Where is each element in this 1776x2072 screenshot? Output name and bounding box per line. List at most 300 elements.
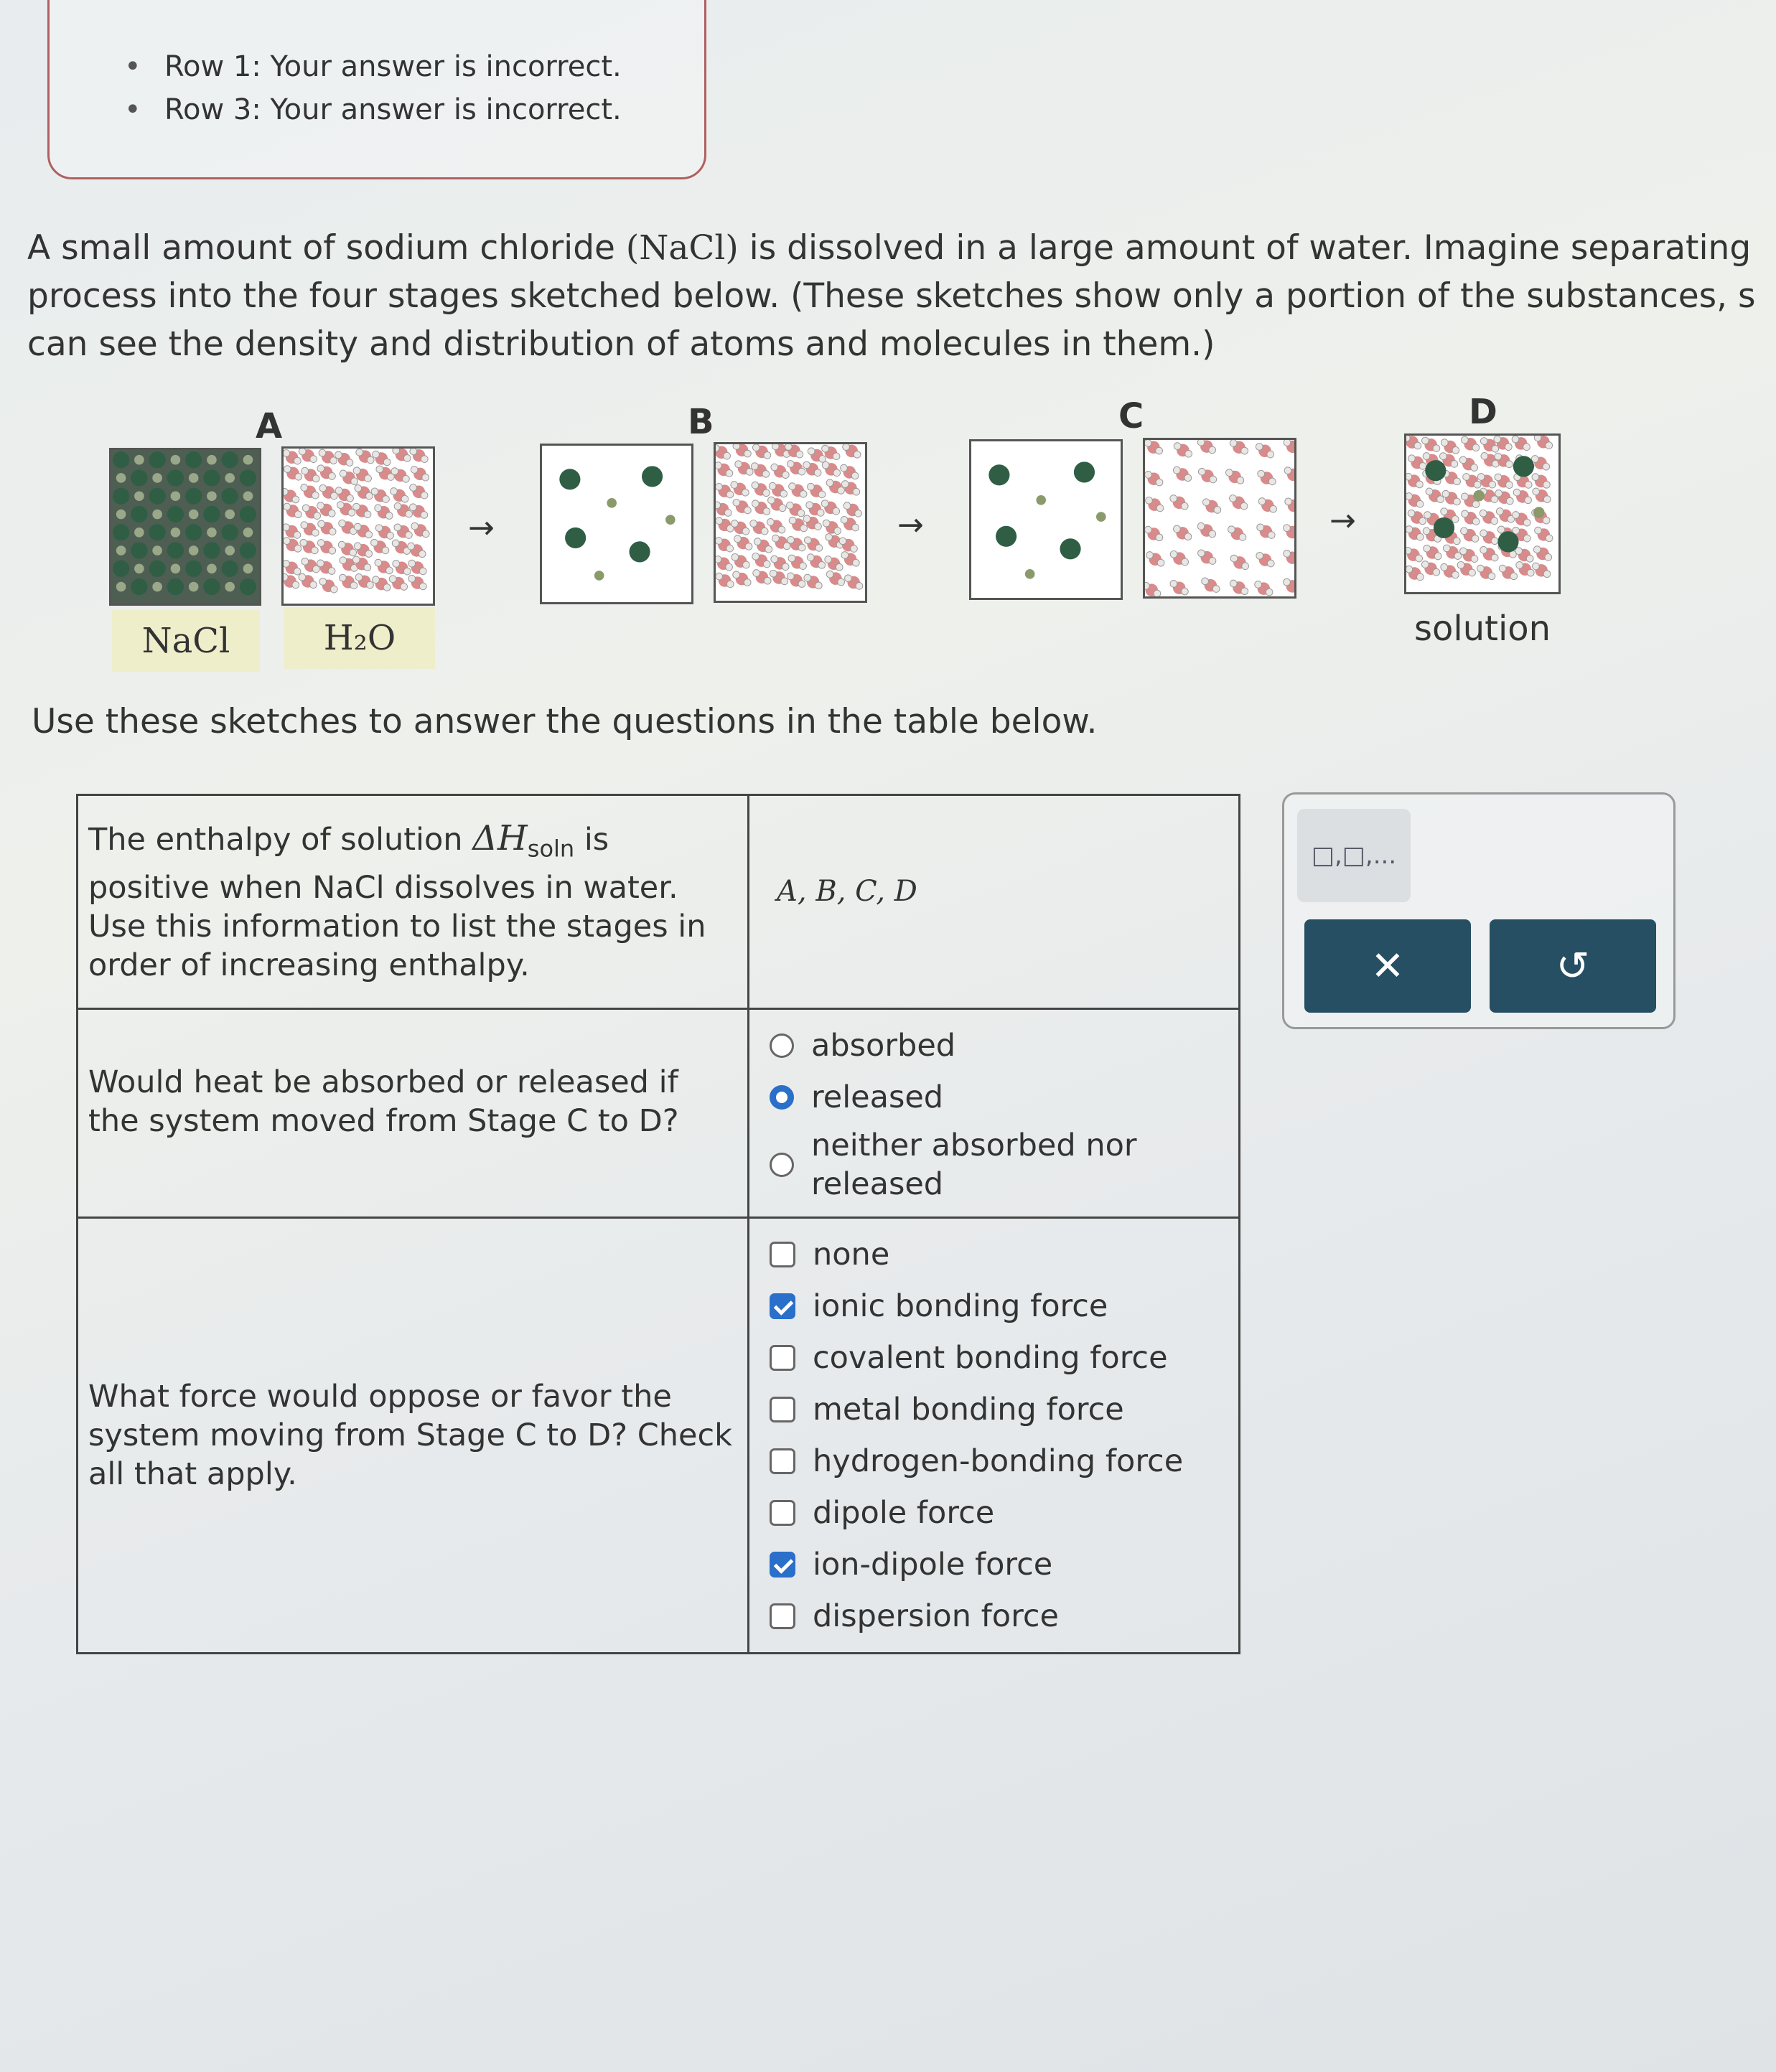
water-hydrogen xyxy=(752,444,760,451)
chloride-ion xyxy=(207,455,217,465)
water-hydrogen xyxy=(1426,488,1433,495)
water-hydrogen xyxy=(294,568,301,575)
sodium-ion xyxy=(240,469,256,486)
water-hydrogen xyxy=(1452,446,1459,454)
water-hydrogen xyxy=(788,555,795,562)
water-hydrogen xyxy=(716,556,721,563)
water-hydrogen xyxy=(1416,481,1424,488)
undo-icon: ↺ xyxy=(1556,943,1590,988)
sodium-ion xyxy=(131,542,147,558)
water-hydrogen xyxy=(735,461,742,468)
water-hydrogen xyxy=(387,533,394,540)
chloride-ion xyxy=(189,582,199,592)
water-hydrogen xyxy=(302,505,309,512)
water-hydrogen xyxy=(382,547,389,554)
option-none[interactable] xyxy=(770,1229,1218,1280)
water-hydrogen xyxy=(1239,534,1246,541)
intro-text: is dissolved in a large amount of water. Imagine separating xyxy=(738,228,1752,268)
water-hydrogen xyxy=(1266,589,1273,596)
water-hydrogen xyxy=(1452,571,1459,578)
water-hydrogen xyxy=(1416,555,1423,562)
water-hydrogen xyxy=(1182,588,1189,595)
question-text-part: The enthalpy of solution xyxy=(88,822,473,858)
water-hydrogen xyxy=(800,490,807,497)
chloride-ion xyxy=(116,582,126,592)
water-hydrogen xyxy=(355,573,363,581)
checkbox[interactable] xyxy=(770,1345,795,1371)
water-molecules xyxy=(716,444,865,601)
water-hydrogen xyxy=(1457,561,1464,568)
checkbox-checked[interactable] xyxy=(770,1552,795,1578)
water-hydrogen xyxy=(1515,548,1523,555)
water-hydrogen xyxy=(1145,526,1151,533)
water-hydrogen xyxy=(746,469,753,476)
water-hydrogen xyxy=(1157,559,1164,566)
water-hydrogen xyxy=(365,550,373,558)
answer-cell[interactable] xyxy=(749,795,1240,1009)
water-hydrogen xyxy=(1267,560,1274,567)
water-hydrogen xyxy=(764,577,771,584)
water-hydrogen xyxy=(1156,479,1163,486)
water-hydrogen xyxy=(1146,552,1154,559)
water-hydrogen xyxy=(408,560,416,567)
sodium-ion xyxy=(185,488,202,505)
water-hydrogen xyxy=(1513,512,1520,519)
water-hydrogen xyxy=(750,520,757,528)
intro-paragraph xyxy=(27,224,1772,368)
water-hydrogen xyxy=(375,559,382,566)
question-text-part: is positive when NaCl dissolves in water. Use this information to list the stages in order of increasing enthalpy. xyxy=(88,822,706,983)
water-hydrogen xyxy=(762,470,770,477)
water-hydrogen xyxy=(367,456,374,464)
water-hydrogen xyxy=(1202,578,1209,585)
water-hydrogen xyxy=(317,540,324,547)
water-hydrogen xyxy=(1534,436,1541,441)
water-hydrogen xyxy=(815,582,822,589)
water-hydrogen xyxy=(761,528,768,535)
water-hydrogen xyxy=(1241,588,1248,595)
water-hydrogen xyxy=(823,520,830,527)
water-hydrogen xyxy=(841,481,849,488)
water-hydrogen xyxy=(1510,573,1518,580)
water-hydrogen xyxy=(1532,474,1539,481)
water-hydrogen xyxy=(1472,501,1480,508)
water-hydrogen xyxy=(1480,546,1487,553)
water-hydrogen xyxy=(1284,578,1291,586)
water-hydrogen xyxy=(408,543,415,550)
water-hydrogen xyxy=(1513,489,1520,496)
option-absorbed[interactable] xyxy=(770,1020,1218,1072)
chloride-ion xyxy=(152,510,162,520)
water-hydrogen xyxy=(716,538,722,545)
answer-cell xyxy=(749,1008,1240,1217)
water-hydrogen xyxy=(1210,476,1217,483)
water-hydrogen xyxy=(716,483,722,490)
water-hydrogen xyxy=(314,512,321,520)
water-hydrogen xyxy=(819,456,826,463)
water-hydrogen xyxy=(385,512,393,520)
water-hydrogen xyxy=(853,488,860,495)
water-hydrogen xyxy=(1462,510,1469,517)
solution-sketch xyxy=(1404,433,1561,594)
sodium-ion xyxy=(113,488,129,505)
water-hydrogen xyxy=(350,549,357,556)
water-hydrogen xyxy=(375,525,383,532)
water-hydrogen xyxy=(313,566,320,573)
water-hydrogen xyxy=(1462,436,1469,444)
water-hydrogen xyxy=(354,523,361,530)
table-row xyxy=(78,795,1240,1009)
radio-button[interactable] xyxy=(770,1033,794,1058)
water-hydrogen xyxy=(403,568,411,575)
chloride-ion xyxy=(134,564,144,574)
water-hydrogen xyxy=(796,451,803,458)
sodium-ion xyxy=(240,542,256,558)
water-hydrogen xyxy=(808,448,815,455)
water-hydrogen xyxy=(1268,532,1275,539)
undo-button[interactable] xyxy=(1490,919,1656,1013)
water-hydrogen xyxy=(1145,440,1151,446)
water-hydrogen xyxy=(364,511,371,518)
sodium-ion xyxy=(240,506,256,522)
water-hydrogen xyxy=(1209,530,1216,538)
option-dispersion[interactable] xyxy=(770,1590,1218,1642)
water-hydrogen xyxy=(803,515,810,522)
water-hydrogen xyxy=(726,545,734,552)
water-hydrogen xyxy=(1546,535,1553,542)
water-hydrogen xyxy=(375,505,382,512)
option-label: released xyxy=(811,1079,944,1115)
water-hydrogen xyxy=(1419,463,1426,470)
water-hydrogen xyxy=(393,449,400,454)
radio-group xyxy=(749,1010,1238,1217)
arrow-icon: → xyxy=(468,510,495,546)
chloride-ion xyxy=(189,510,199,520)
water-hydrogen xyxy=(355,484,362,492)
water-hydrogen xyxy=(373,576,380,583)
sodium-ion xyxy=(240,578,256,595)
water-hydrogen xyxy=(1526,555,1533,562)
water-hydrogen xyxy=(411,522,419,530)
water-hydrogen xyxy=(731,482,738,489)
water-hydrogen xyxy=(340,470,347,477)
option-dipole[interactable] xyxy=(770,1487,1218,1539)
water-hydrogen xyxy=(798,510,805,517)
option-metal-bonding[interactable] xyxy=(770,1384,1218,1435)
water-hydrogen xyxy=(365,475,372,482)
water-hydrogen xyxy=(352,556,360,563)
water-hydrogen xyxy=(319,578,327,586)
water-hydrogen xyxy=(780,490,787,497)
water-hydrogen xyxy=(1506,482,1513,489)
sodium-ion xyxy=(167,506,184,522)
water-hydrogen xyxy=(1474,481,1481,488)
water-hydrogen xyxy=(733,499,740,506)
water-hydrogen xyxy=(1258,470,1265,477)
water-hydrogen xyxy=(410,484,417,492)
option-label: neither absorbed nor released xyxy=(811,1127,1137,1202)
option-covalent-bonding[interactable] xyxy=(770,1332,1218,1384)
water-hydrogen xyxy=(1441,563,1448,571)
water-hydrogen xyxy=(1170,495,1177,502)
water-hydrogen xyxy=(1477,565,1485,572)
water-hydrogen xyxy=(310,456,317,463)
water-hydrogen xyxy=(855,510,862,517)
water-hydrogen xyxy=(1480,510,1487,517)
order-answer-input[interactable]: A, B, C, D xyxy=(777,875,917,908)
question-text: Would heat be absorbed or released if the system moved from Stage C to D? xyxy=(88,1064,679,1139)
separated-ions xyxy=(971,441,1121,598)
feedback-list xyxy=(164,45,622,131)
water-hydrogen xyxy=(329,547,336,554)
option-hydrogen-bonding[interactable] xyxy=(770,1435,1218,1487)
option-released[interactable] xyxy=(770,1072,1218,1123)
water-hydrogen xyxy=(1285,498,1292,505)
water-hydrogen xyxy=(800,525,808,532)
water-hydrogen xyxy=(1156,447,1163,454)
water-hydrogen xyxy=(340,574,347,581)
chloride-ion xyxy=(243,528,253,538)
water-hydrogen xyxy=(786,502,793,509)
water-hydrogen xyxy=(1452,516,1459,523)
chloride-ion xyxy=(152,582,162,592)
water-hydrogen xyxy=(1181,502,1188,510)
water-hydrogen xyxy=(826,571,833,578)
water-hydrogen xyxy=(763,561,770,568)
water-hydrogen xyxy=(1417,533,1424,540)
sodium-ion xyxy=(185,524,202,540)
water-hydrogen xyxy=(1406,473,1412,480)
water-hydrogen xyxy=(782,472,789,479)
water-hydrogen xyxy=(335,487,342,494)
water-hydrogen xyxy=(284,466,291,473)
water-hydrogen xyxy=(1527,569,1534,576)
water-hydrogen xyxy=(851,545,858,553)
checkbox[interactable] xyxy=(770,1603,795,1629)
water-sketch-c xyxy=(1143,438,1296,599)
water-hydrogen xyxy=(1451,460,1458,467)
water-hydrogen xyxy=(732,520,739,528)
radio-button[interactable] xyxy=(770,1153,794,1177)
water-hydrogen xyxy=(818,561,826,568)
water-hydrogen xyxy=(851,472,859,479)
water-hydrogen xyxy=(763,489,770,497)
water-hydrogen xyxy=(1506,461,1513,468)
checkbox-checked[interactable] xyxy=(770,1293,795,1319)
list-template-button[interactable]: □,□,... xyxy=(1297,809,1411,902)
water-hydrogen xyxy=(300,539,307,546)
water-hydrogen xyxy=(726,563,733,571)
water-hydrogen xyxy=(744,450,752,457)
water-hydrogen xyxy=(836,563,843,571)
water-hydrogen xyxy=(826,534,833,541)
water-hydrogen xyxy=(406,532,413,539)
water-hydrogen xyxy=(817,510,824,517)
water-hydrogen xyxy=(1533,488,1540,495)
water-hydrogen xyxy=(1471,555,1478,563)
question-table xyxy=(76,794,1240,1654)
water-hydrogen xyxy=(373,451,380,458)
water-hydrogen xyxy=(312,475,319,482)
feedback-item: • Row 3: Your answer is incorrect. xyxy=(164,88,622,131)
water-hydrogen xyxy=(734,535,742,543)
sodium-ion xyxy=(203,469,220,486)
water-hydrogen xyxy=(1408,455,1416,462)
water-hydrogen xyxy=(724,510,732,517)
water-hydrogen xyxy=(852,524,859,531)
water-hydrogen xyxy=(1523,535,1530,542)
water-hydrogen xyxy=(330,586,337,593)
nacl-lattice xyxy=(111,450,259,604)
chloride-ion xyxy=(207,528,217,538)
water-hydrogen xyxy=(726,581,734,588)
water-hydrogen xyxy=(1523,444,1530,451)
water-hydrogen xyxy=(1491,496,1498,503)
question-text: What force would oppose or favor the system moving from Stage C to D? Check all that apply. xyxy=(88,1378,732,1492)
checkbox[interactable] xyxy=(770,1397,795,1422)
water-hydrogen xyxy=(1533,563,1540,570)
water-hydrogen xyxy=(1496,508,1503,515)
water-hydrogen xyxy=(1546,442,1553,449)
water-hydrogen xyxy=(294,531,301,538)
water-hydrogen xyxy=(1421,561,1429,568)
water-hydrogen xyxy=(1414,442,1421,449)
water-hydrogen xyxy=(1209,446,1216,454)
feedback-item: • Row 1: Your answer is incorrect. xyxy=(164,45,622,88)
chloride-ion xyxy=(243,564,253,574)
answer-cell xyxy=(749,1217,1240,1653)
chloride-ion xyxy=(225,582,235,592)
water-hydrogen xyxy=(284,450,290,457)
water-hydrogen xyxy=(421,456,428,463)
water-hydrogen xyxy=(779,505,786,512)
checkbox[interactable] xyxy=(770,1242,795,1267)
water-hydrogen xyxy=(765,545,772,553)
sodium-ion xyxy=(131,469,147,486)
water-hydrogen xyxy=(789,483,796,490)
water-hydrogen xyxy=(841,464,848,472)
sodium-ion xyxy=(203,506,220,522)
water-hydrogen xyxy=(299,573,306,581)
sodium-ion xyxy=(113,524,129,540)
water-hydrogen xyxy=(408,575,416,582)
chloride-ion xyxy=(134,455,144,465)
water-hydrogen xyxy=(769,482,776,489)
water-hydrogen xyxy=(1512,436,1519,443)
sodium-ion xyxy=(222,451,238,468)
water-hydrogen xyxy=(317,502,324,510)
water-hydrogen xyxy=(1237,477,1244,484)
water-hydrogen xyxy=(1543,517,1550,524)
water-hydrogen xyxy=(716,462,721,469)
sodium-ion xyxy=(203,578,220,595)
chloride-ion xyxy=(243,491,253,501)
water-hydrogen xyxy=(1423,528,1430,535)
water-hydrogen xyxy=(1202,499,1210,506)
water-hydrogen xyxy=(1545,553,1552,561)
water-hydrogen xyxy=(1423,453,1430,460)
water-hydrogen xyxy=(778,526,785,533)
water-hydrogen xyxy=(1469,569,1476,576)
water-hydrogen xyxy=(754,538,761,545)
water-hydrogen xyxy=(1284,550,1291,557)
option-ion-dipole[interactable] xyxy=(770,1539,1218,1590)
intro-text: can see the density and distribution of atoms and molecules in them.) xyxy=(27,324,1215,364)
sodium-ion xyxy=(167,542,184,558)
water-hydrogen xyxy=(419,550,426,558)
separated-ions xyxy=(542,446,691,602)
chloride-ion xyxy=(116,473,126,483)
h2o-label: H₂O xyxy=(284,607,435,669)
water-hydrogen xyxy=(329,528,336,535)
water-hydrogen xyxy=(1230,495,1237,502)
water-hydrogen xyxy=(338,541,345,548)
option-neither[interactable] xyxy=(770,1123,1218,1206)
water-hydrogen xyxy=(383,584,391,591)
water-hydrogen xyxy=(1506,497,1513,505)
water-hydrogen xyxy=(1495,490,1502,497)
sodium-ion xyxy=(113,451,129,468)
nacl-formula: (NaCl) xyxy=(625,228,739,268)
arrow-icon: → xyxy=(1329,502,1356,539)
radio-button-selected[interactable] xyxy=(770,1085,794,1110)
water-hydrogen xyxy=(732,553,739,561)
water-hydrogen xyxy=(350,582,357,589)
water-hydrogen xyxy=(419,568,426,575)
water-hydrogen xyxy=(1268,478,1276,485)
checkbox[interactable] xyxy=(770,1500,795,1526)
option-label: none xyxy=(813,1236,890,1272)
water-hydrogen xyxy=(294,545,302,552)
checkbox[interactable] xyxy=(770,1448,795,1474)
water-hydrogen xyxy=(1491,517,1498,525)
water-hydrogen xyxy=(1525,497,1532,504)
water-hydrogen xyxy=(1495,474,1502,481)
water-hydrogen xyxy=(419,583,426,590)
water-hydrogen xyxy=(1197,440,1205,446)
water-hydrogen xyxy=(1214,507,1221,514)
water-hydrogen xyxy=(751,463,758,470)
sodium-ion xyxy=(149,561,165,577)
water-hydrogen xyxy=(744,507,752,514)
table-row xyxy=(78,1008,1240,1217)
water-hydrogen xyxy=(330,457,337,464)
water-hydrogen xyxy=(1459,456,1467,464)
question-text xyxy=(78,796,747,1008)
option-label: absorbed xyxy=(811,1027,956,1064)
soln-subscript: soln xyxy=(527,835,575,863)
chloride-ion xyxy=(207,491,217,501)
water-hydrogen xyxy=(1197,522,1205,530)
sodium-ion xyxy=(185,451,202,468)
water-hydrogen xyxy=(1406,493,1412,500)
clear-button[interactable] xyxy=(1304,919,1471,1013)
chloride-ion xyxy=(171,564,181,574)
water-hydrogen xyxy=(1440,453,1447,460)
ions-sketch-c xyxy=(969,439,1123,600)
water-hydrogen xyxy=(421,512,428,519)
option-ionic-bonding[interactable] xyxy=(770,1280,1218,1332)
water-hydrogen xyxy=(1442,490,1449,497)
chloride-ion xyxy=(171,455,181,465)
water-hydrogen xyxy=(726,469,733,477)
water-hydrogen xyxy=(1543,496,1551,503)
water-sketch-a xyxy=(281,446,435,606)
water-hydrogen xyxy=(1472,518,1480,525)
water-hydrogen xyxy=(1424,545,1431,552)
water-hydrogen xyxy=(733,571,740,578)
solution-label: solution xyxy=(1414,609,1551,649)
